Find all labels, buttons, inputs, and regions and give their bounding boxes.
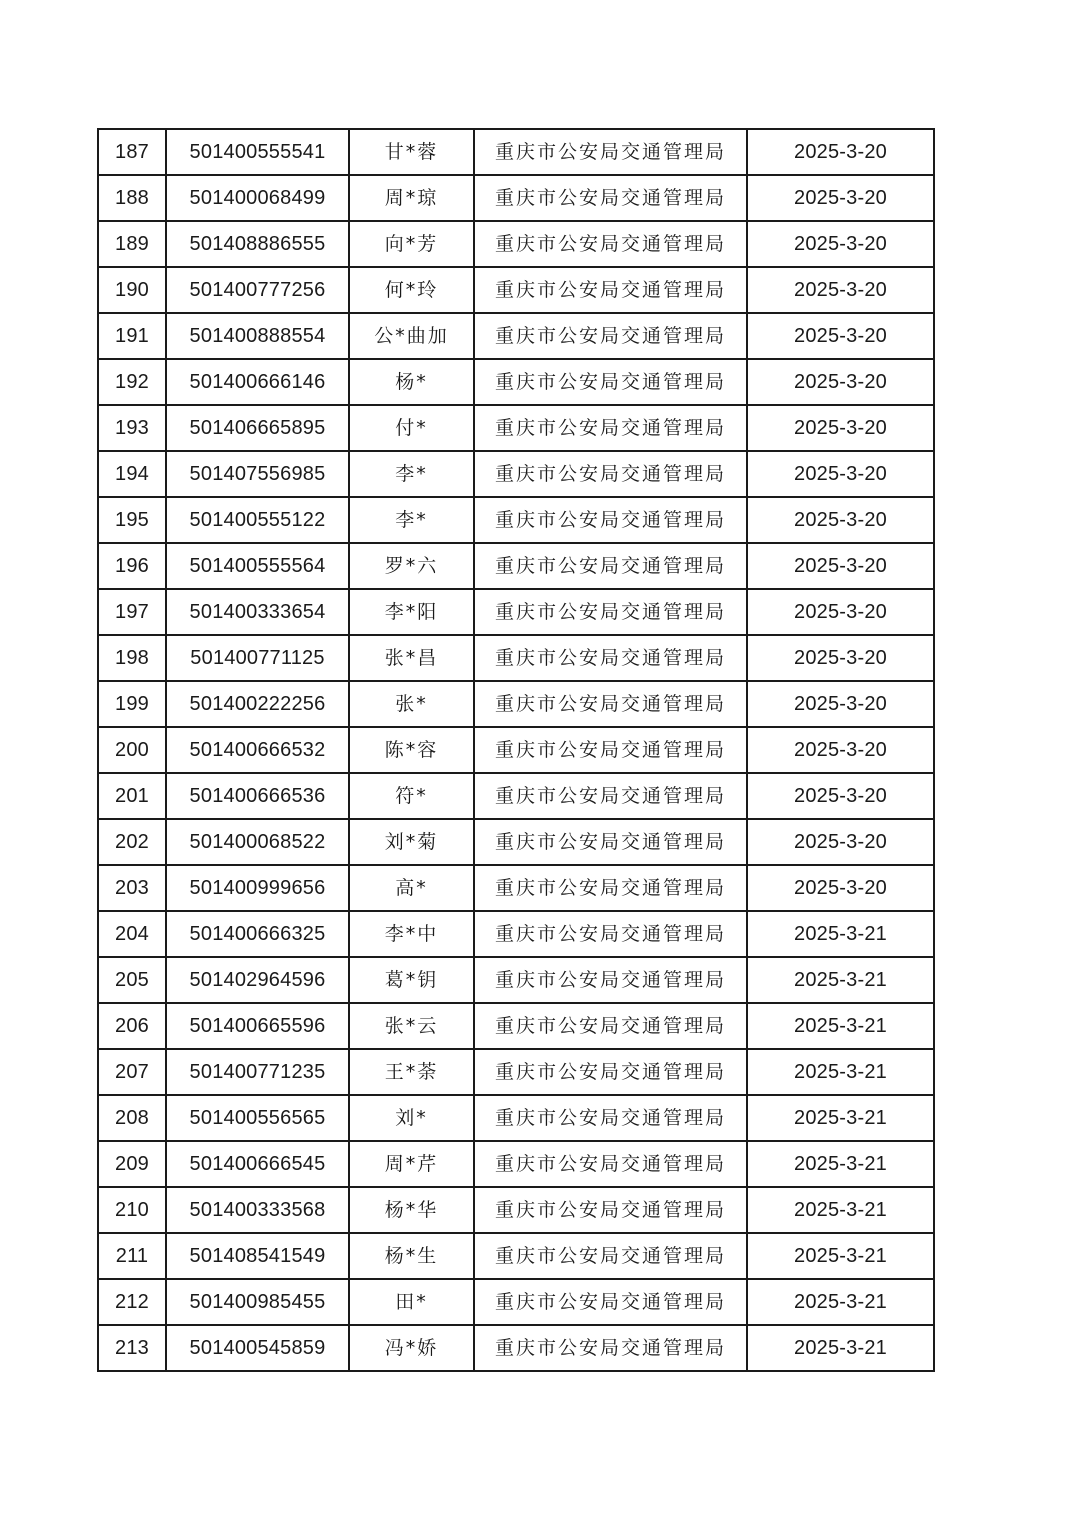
row-name-cell: 杨*生 — [349, 1233, 474, 1279]
row-name-cell: 向*芳 — [349, 221, 474, 267]
row-org-cell: 重庆市公安局交通管理局 — [474, 405, 747, 451]
row-seq-cell: 195 — [98, 497, 166, 543]
row-org-cell: 重庆市公安局交通管理局 — [474, 681, 747, 727]
row-seq-cell: 189 — [98, 221, 166, 267]
row-org-cell: 重庆市公安局交通管理局 — [474, 819, 747, 865]
row-org-cell: 重庆市公安局交通管理局 — [474, 1279, 747, 1325]
row-seq-cell: 188 — [98, 175, 166, 221]
row-date-cell: 2025-3-20 — [747, 865, 934, 911]
table-row — [98, 129, 934, 175]
row-name-cell: 李*中 — [349, 911, 474, 957]
row-id-cell: 501400771235 — [166, 1049, 349, 1095]
row-date-cell: 2025-3-21 — [747, 1233, 934, 1279]
row-name-cell: 付* — [349, 405, 474, 451]
table-row — [98, 267, 934, 313]
row-date-cell: 2025-3-20 — [747, 405, 934, 451]
row-date-cell: 2025-3-21 — [747, 1003, 934, 1049]
row-seq-cell: 196 — [98, 543, 166, 589]
table-row — [98, 589, 934, 635]
table-row — [98, 727, 934, 773]
row-seq-cell: 198 — [98, 635, 166, 681]
row-org-cell: 重庆市公安局交通管理局 — [474, 1003, 747, 1049]
row-org-cell: 重庆市公安局交通管理局 — [474, 589, 747, 635]
row-id-cell: 501400555122 — [166, 497, 349, 543]
row-seq-cell: 197 — [98, 589, 166, 635]
table-row — [98, 1325, 934, 1371]
row-date-cell: 2025-3-20 — [747, 819, 934, 865]
table-row — [98, 1095, 934, 1141]
row-org-cell: 重庆市公安局交通管理局 — [474, 175, 747, 221]
row-org-cell: 重庆市公安局交通管理局 — [474, 865, 747, 911]
row-date-cell: 2025-3-20 — [747, 313, 934, 359]
row-date-cell: 2025-3-21 — [747, 1325, 934, 1371]
row-seq-cell: 213 — [98, 1325, 166, 1371]
table-row — [98, 1187, 934, 1233]
roster-table — [97, 128, 935, 1372]
table-row — [98, 221, 934, 267]
row-seq-cell: 206 — [98, 1003, 166, 1049]
row-id-cell: 501408541549 — [166, 1233, 349, 1279]
row-date-cell: 2025-3-20 — [747, 497, 934, 543]
row-date-cell: 2025-3-21 — [747, 957, 934, 1003]
row-seq-cell: 201 — [98, 773, 166, 819]
row-name-cell: 王*荼 — [349, 1049, 474, 1095]
row-seq-cell: 194 — [98, 451, 166, 497]
row-org-cell: 重庆市公安局交通管理局 — [474, 635, 747, 681]
row-seq-cell: 212 — [98, 1279, 166, 1325]
row-org-cell: 重庆市公安局交通管理局 — [474, 129, 747, 175]
row-org-cell: 重庆市公安局交通管理局 — [474, 451, 747, 497]
row-date-cell: 2025-3-20 — [747, 589, 934, 635]
row-seq-cell: 187 — [98, 129, 166, 175]
row-id-cell: 501400666545 — [166, 1141, 349, 1187]
row-id-cell: 501400555564 — [166, 543, 349, 589]
row-name-cell: 李* — [349, 497, 474, 543]
table-row — [98, 1003, 934, 1049]
row-org-cell: 重庆市公安局交通管理局 — [474, 267, 747, 313]
table-row — [98, 1233, 934, 1279]
roster-table-body — [98, 129, 934, 1371]
row-seq-cell: 199 — [98, 681, 166, 727]
row-seq-cell: 190 — [98, 267, 166, 313]
row-seq-cell: 207 — [98, 1049, 166, 1095]
row-id-cell: 501402964596 — [166, 957, 349, 1003]
row-name-cell: 冯*娇 — [349, 1325, 474, 1371]
row-seq-cell: 202 — [98, 819, 166, 865]
table-row — [98, 773, 934, 819]
row-id-cell: 501400777256 — [166, 267, 349, 313]
row-date-cell: 2025-3-20 — [747, 267, 934, 313]
row-id-cell: 501400771125 — [166, 635, 349, 681]
row-date-cell: 2025-3-20 — [747, 727, 934, 773]
row-org-cell: 重庆市公安局交通管理局 — [474, 911, 747, 957]
row-id-cell: 501400333568 — [166, 1187, 349, 1233]
row-name-cell: 何*玲 — [349, 267, 474, 313]
row-org-cell: 重庆市公安局交通管理局 — [474, 313, 747, 359]
row-date-cell: 2025-3-21 — [747, 1049, 934, 1095]
table-row — [98, 957, 934, 1003]
row-seq-cell: 204 — [98, 911, 166, 957]
row-name-cell: 李*阳 — [349, 589, 474, 635]
row-org-cell: 重庆市公安局交通管理局 — [474, 1141, 747, 1187]
row-org-cell: 重庆市公安局交通管理局 — [474, 1095, 747, 1141]
row-org-cell: 重庆市公安局交通管理局 — [474, 773, 747, 819]
table-row — [98, 819, 934, 865]
row-id-cell: 501400666325 — [166, 911, 349, 957]
row-id-cell: 501400888554 — [166, 313, 349, 359]
row-seq-cell: 205 — [98, 957, 166, 1003]
row-id-cell: 501400985455 — [166, 1279, 349, 1325]
row-date-cell: 2025-3-21 — [747, 1279, 934, 1325]
row-name-cell: 葛*钥 — [349, 957, 474, 1003]
row-id-cell: 501400556565 — [166, 1095, 349, 1141]
row-date-cell: 2025-3-21 — [747, 911, 934, 957]
row-id-cell: 501400555541 — [166, 129, 349, 175]
row-name-cell: 符* — [349, 773, 474, 819]
row-date-cell: 2025-3-20 — [747, 221, 934, 267]
row-seq-cell: 209 — [98, 1141, 166, 1187]
row-name-cell: 刘*菊 — [349, 819, 474, 865]
row-name-cell: 周*芹 — [349, 1141, 474, 1187]
row-id-cell: 501400068522 — [166, 819, 349, 865]
row-name-cell: 田* — [349, 1279, 474, 1325]
row-org-cell: 重庆市公安局交通管理局 — [474, 543, 747, 589]
row-date-cell: 2025-3-20 — [747, 359, 934, 405]
row-id-cell: 501407556985 — [166, 451, 349, 497]
row-org-cell: 重庆市公安局交通管理局 — [474, 1187, 747, 1233]
row-date-cell: 2025-3-20 — [747, 635, 934, 681]
row-id-cell: 501406665895 — [166, 405, 349, 451]
table-row — [98, 359, 934, 405]
table-row — [98, 313, 934, 359]
row-org-cell: 重庆市公安局交通管理局 — [474, 957, 747, 1003]
table-row — [98, 451, 934, 497]
row-name-cell: 陈*容 — [349, 727, 474, 773]
table-row — [98, 175, 934, 221]
row-name-cell: 甘*蓉 — [349, 129, 474, 175]
table-row — [98, 1049, 934, 1095]
row-date-cell: 2025-3-21 — [747, 1095, 934, 1141]
row-seq-cell: 193 — [98, 405, 166, 451]
row-seq-cell: 211 — [98, 1233, 166, 1279]
row-name-cell: 张*云 — [349, 1003, 474, 1049]
row-name-cell: 张* — [349, 681, 474, 727]
row-id-cell: 501400665596 — [166, 1003, 349, 1049]
row-org-cell: 重庆市公安局交通管理局 — [474, 1049, 747, 1095]
table-row — [98, 543, 934, 589]
row-name-cell: 高* — [349, 865, 474, 911]
row-date-cell: 2025-3-20 — [747, 129, 934, 175]
table-row — [98, 865, 934, 911]
row-seq-cell: 203 — [98, 865, 166, 911]
row-name-cell: 张*昌 — [349, 635, 474, 681]
row-name-cell: 公*曲加 — [349, 313, 474, 359]
row-name-cell: 周*琼 — [349, 175, 474, 221]
table-row — [98, 681, 934, 727]
row-id-cell: 501400068499 — [166, 175, 349, 221]
row-seq-cell: 208 — [98, 1095, 166, 1141]
row-date-cell: 2025-3-21 — [747, 1141, 934, 1187]
row-org-cell: 重庆市公安局交通管理局 — [474, 1233, 747, 1279]
row-date-cell: 2025-3-20 — [747, 175, 934, 221]
table-row — [98, 635, 934, 681]
row-seq-cell: 191 — [98, 313, 166, 359]
row-id-cell: 501400666532 — [166, 727, 349, 773]
row-date-cell: 2025-3-20 — [747, 451, 934, 497]
row-id-cell: 501400222256 — [166, 681, 349, 727]
row-seq-cell: 200 — [98, 727, 166, 773]
table-row — [98, 405, 934, 451]
row-id-cell: 501400333654 — [166, 589, 349, 635]
table-row — [98, 497, 934, 543]
row-name-cell: 刘* — [349, 1095, 474, 1141]
table-row — [98, 1279, 934, 1325]
row-name-cell: 李* — [349, 451, 474, 497]
row-org-cell: 重庆市公安局交通管理局 — [474, 727, 747, 773]
row-name-cell: 杨*华 — [349, 1187, 474, 1233]
row-date-cell: 2025-3-21 — [747, 1187, 934, 1233]
row-org-cell: 重庆市公安局交通管理局 — [474, 359, 747, 405]
table-row — [98, 911, 934, 957]
row-org-cell: 重庆市公安局交通管理局 — [474, 1325, 747, 1371]
row-id-cell: 501400666146 — [166, 359, 349, 405]
row-id-cell: 501400999656 — [166, 865, 349, 911]
row-seq-cell: 210 — [98, 1187, 166, 1233]
row-name-cell: 杨* — [349, 359, 474, 405]
row-org-cell: 重庆市公安局交通管理局 — [474, 221, 747, 267]
row-date-cell: 2025-3-20 — [747, 543, 934, 589]
row-id-cell: 501408886555 — [166, 221, 349, 267]
row-id-cell: 501400545859 — [166, 1325, 349, 1371]
table-row — [98, 1141, 934, 1187]
row-seq-cell: 192 — [98, 359, 166, 405]
row-org-cell: 重庆市公安局交通管理局 — [474, 497, 747, 543]
row-date-cell: 2025-3-20 — [747, 681, 934, 727]
row-id-cell: 501400666536 — [166, 773, 349, 819]
row-name-cell: 罗*六 — [349, 543, 474, 589]
row-date-cell: 2025-3-20 — [747, 773, 934, 819]
